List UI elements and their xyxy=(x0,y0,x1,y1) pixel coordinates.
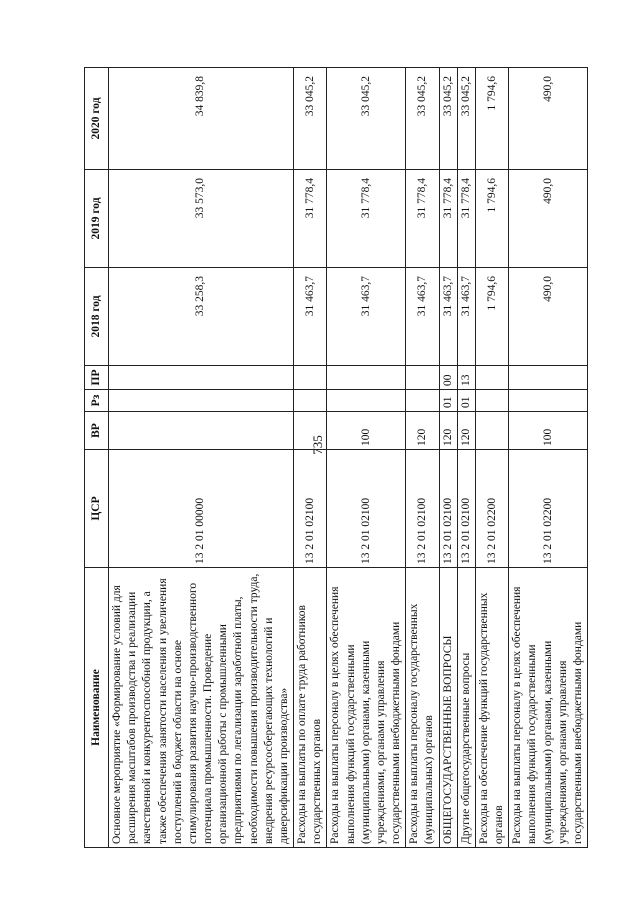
row-vr xyxy=(109,412,294,450)
row-value-2018: 33 258,3 xyxy=(109,268,294,366)
row-value-2018: 31 463,7 xyxy=(439,268,457,366)
row-value-2019: 1 794,6 xyxy=(475,170,508,268)
row-csr: 13 2 01 02100 xyxy=(327,450,406,568)
row-pr xyxy=(327,366,406,390)
table-row xyxy=(457,68,475,848)
column-header-2020: 2020 год xyxy=(85,68,109,170)
row-value-2019: 31 778,4 xyxy=(327,170,406,268)
column-header-csr: ЦСР xyxy=(85,450,109,568)
row-rz xyxy=(327,390,406,412)
row-pr xyxy=(475,366,508,390)
row-pr xyxy=(406,366,439,390)
row-vr xyxy=(294,412,327,450)
row-name: Расходы на выплаты персоналу в целях обеспечения выполнения функций государственными (муниципальными) органами, казенными учреждениями, органами управления государственными внебюджетными фондами xyxy=(327,568,406,848)
row-name: Расходы на обеспечение функций государственных органов xyxy=(475,568,508,848)
column-header-2019: 2019 год xyxy=(85,170,109,268)
row-value-2020: 490,0 xyxy=(509,68,588,170)
rotated-table-container xyxy=(84,68,616,848)
row-pr: 13 xyxy=(457,366,475,390)
row-vr: 120 xyxy=(457,412,475,450)
page-number: 735 xyxy=(310,435,325,455)
row-csr: 13 2 01 02100 xyxy=(294,450,327,568)
row-name: Расходы на выплаты персоналу в целях обеспечения выполнения функций государственными (муниципальными) органами, казенными учреждениями, органами управления государственными внебюджетными фондами xyxy=(509,568,588,848)
row-rz: 01 xyxy=(457,390,475,412)
column-header-vr: ВР xyxy=(85,412,109,450)
table-row xyxy=(475,68,508,848)
column-header-2018: 2018 год xyxy=(85,268,109,366)
row-rz: 01 xyxy=(439,390,457,412)
row-value-2020: 33 045,2 xyxy=(327,68,406,170)
row-value-2019: 31 778,4 xyxy=(294,170,327,268)
row-vr: 100 xyxy=(509,412,588,450)
row-vr: 120 xyxy=(439,412,457,450)
row-value-2020: 33 045,2 xyxy=(406,68,439,170)
table-row xyxy=(294,68,327,848)
row-value-2019: 31 778,4 xyxy=(439,170,457,268)
row-name: Другие общегосударственные вопросы xyxy=(457,568,475,848)
table-row xyxy=(327,68,406,848)
row-value-2020: 33 045,2 xyxy=(439,68,457,170)
row-value-2018: 31 463,7 xyxy=(457,268,475,366)
row-vr: 100 xyxy=(327,412,406,450)
row-csr: 13 2 01 02100 xyxy=(439,450,457,568)
row-vr xyxy=(475,412,508,450)
row-pr: 00 xyxy=(439,366,457,390)
row-value-2019: 490,0 xyxy=(509,170,588,268)
table-row xyxy=(109,68,294,848)
row-pr xyxy=(509,366,588,390)
row-name: Основное мероприятие «Формирование условий для расширения масштабов производства и реализации качественной и конкурентоспособной продукции, а также обеспечения занятости населения и увеличения поступлений в бюджет области на основе стимулирования развития научно-производственного потенциала промышленности. Проведение организационной работы с промышленными предприятиями по легализации заработной платы, необходимости повышения производительности труда, внедрения ресурсосберегающих технологий и диверсификации производства» xyxy=(109,568,294,848)
row-name: ОБЩЕГОСУДАРСТВЕННЫЕ ВОПРОСЫ xyxy=(439,568,457,848)
row-pr xyxy=(294,366,327,390)
row-value-2020: 34 839,8 xyxy=(109,68,294,170)
row-rz xyxy=(294,390,327,412)
column-header-name: Наименование xyxy=(85,568,109,848)
row-value-2019: 33 573,0 xyxy=(109,170,294,268)
row-value-2020: 33 045,2 xyxy=(457,68,475,170)
row-value-2018: 490,0 xyxy=(509,268,588,366)
row-value-2020: 33 045,2 xyxy=(294,68,327,170)
table-row xyxy=(439,68,457,848)
row-value-2020: 1 794,6 xyxy=(475,68,508,170)
table-header-row xyxy=(85,68,109,848)
row-value-2018: 31 463,7 xyxy=(294,268,327,366)
row-rz xyxy=(475,390,508,412)
row-pr xyxy=(109,366,294,390)
row-csr: 13 2 01 02200 xyxy=(509,450,588,568)
row-csr: 13 2 01 00000 xyxy=(109,450,294,568)
budget-table xyxy=(84,67,588,848)
row-value-2019: 31 778,4 xyxy=(406,170,439,268)
row-value-2019: 31 778,4 xyxy=(457,170,475,268)
row-csr: 13 2 01 02100 xyxy=(457,450,475,568)
row-csr: 13 2 01 02200 xyxy=(475,450,508,568)
row-value-2018: 1 794,6 xyxy=(475,268,508,366)
row-name: Расходы на выплаты персоналу государственных (муниципальных) органов xyxy=(406,568,439,848)
row-vr: 120 xyxy=(406,412,439,450)
column-header-pr: ПР xyxy=(85,366,109,390)
table-row xyxy=(509,68,588,848)
column-header-rz: Рз xyxy=(85,390,109,412)
row-name: Расходы на выплаты по оплате труда работников государственных органов xyxy=(294,568,327,848)
table-row xyxy=(406,68,439,848)
row-rz xyxy=(109,390,294,412)
row-csr: 13 2 01 02100 xyxy=(406,450,439,568)
row-value-2018: 31 463,7 xyxy=(406,268,439,366)
row-value-2018: 31 463,7 xyxy=(327,268,406,366)
row-rz xyxy=(406,390,439,412)
row-rz xyxy=(509,390,588,412)
